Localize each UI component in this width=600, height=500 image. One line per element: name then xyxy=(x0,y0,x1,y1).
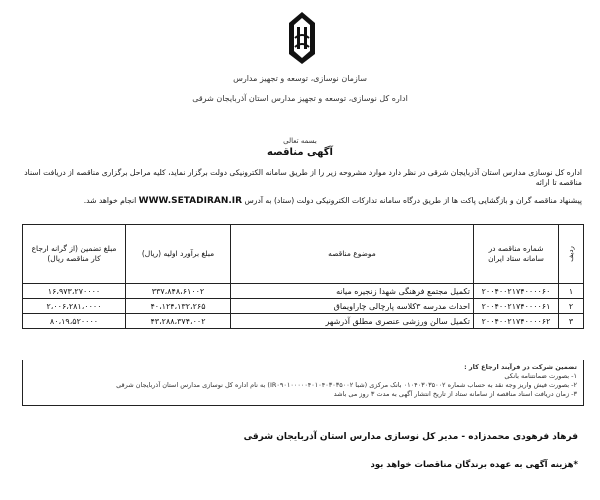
condition-line-2: ۲- بصورت فیش واریز وجه نقد به حساب شماره ۰۱۰۴۰۳۰۳۵۰۰۲ بانک مرکزی (شبا IR۰۹۰۱۰۰۰۰۰۴۰۱۰۴۰۳۰۳۵۰۰۲) به نام اداره کل نوسازی مدارس استان آذربایجان شرقی xyxy=(116,381,577,389)
table-row xyxy=(23,299,584,314)
header-guarantee: مبلغ تضمین (از گرانه ارجاع کار مناقصه ریال) xyxy=(23,225,126,284)
conditions-box xyxy=(22,360,584,406)
paragraph-2-end: انجام خواهد شد. xyxy=(83,196,137,205)
estimate-amount: ۴۰،۱۲۴،۱۳۲،۲۶۵ xyxy=(126,299,231,314)
tender-number: ۲۰۰۴۰۰۲۱۷۴۰۰۰۰۶۲ xyxy=(474,314,559,329)
tender-number: ۲۰۰۴۰۰۲۱۷۴۰۰۰۰۶۰ xyxy=(474,284,559,299)
tender-subject: تکمیل سالن ورزشی عنصری مطلق آذرشهر xyxy=(231,314,474,329)
row-number: ۲ xyxy=(559,299,584,314)
header-tender-number: شماره مناقصه در سامانه ستاد ایران xyxy=(474,225,559,284)
estimate-amount: ۴۳،۲۸۸،۳۷۴،۰۰۲ xyxy=(126,314,231,329)
notice-paragraph-1: اداره کل نوسازی مدارس استان آذربایجان شرقی در نظر دارد موارد مشروحه زیر را از طریق سامانه الکترونیکی دولت برگزار نماید، کلیه مراحل برگزاری مناقصه از دریافت اسناد مناقصه تا ارائه xyxy=(24,168,582,187)
tender-table xyxy=(22,224,584,329)
row-number: ۱ xyxy=(559,284,584,299)
tender-subject: تکمیل مجتمع فرهنگی شهدا زنجیره میانه xyxy=(231,284,474,299)
notice-paragraph-2 xyxy=(18,196,582,206)
tender-number: ۲۰۰۴۰۰۲۱۷۴۰۰۰۰۶۱ xyxy=(474,299,559,314)
tender-subject: احداث مدرسه ۳کلاسه پارچالی چاراویماق xyxy=(231,299,474,314)
emblem-logo-icon xyxy=(282,10,322,66)
row-number: ۳ xyxy=(559,314,584,329)
footer-note: *هزینه آگهی به عهده برندگان مناقصات خواهد بود xyxy=(370,460,578,470)
table-row xyxy=(23,284,584,299)
signature: فرهاد فرهودی محمدزاده - مدیر کل نوسازی مدارس استان آذربایجان شرقی xyxy=(243,432,578,442)
website-link[interactable]: WWW.SETADIRAN.IR xyxy=(138,196,243,206)
org-name-line-1: سازمان نوسازی، توسعه و تجهیز مدارس xyxy=(233,74,367,83)
table-row xyxy=(23,314,584,329)
basmala: بسمه تعالی xyxy=(283,137,317,145)
org-name-line-2: اداره کل نوسازی، توسعه و تجهیز مدارس استان آذربایجان شرقی xyxy=(192,94,408,103)
guarantee-amount: ۸۰،۱۹،۵۲۰۰۰۰ xyxy=(23,314,126,329)
header-estimate: مبلغ برآورد اولیه (ریال) xyxy=(126,225,231,284)
header-row-number: ردیف xyxy=(559,225,584,284)
guarantee-amount: ۲،۰۰۶،۲۸۱،۰۰۰۰ xyxy=(23,299,126,314)
header-subject: موضوع مناقصه xyxy=(231,225,474,284)
guarantee-amount: ۱۶،۹۷۳،۲۷۰۰۰۰ xyxy=(23,284,126,299)
conditions-heading: تضمین شرکت در فرآیند ارجاع کار : xyxy=(464,363,577,371)
table-header-row xyxy=(23,225,584,284)
estimate-amount: ۳۳۷،۸۴۸،۶۱۰۰۲ xyxy=(126,284,231,299)
condition-line-1: ۱- بصورت ضمانتنامه بانکی xyxy=(504,372,577,380)
condition-line-3: ۳- زمان دریافت اسناد مناقصه از سامانه ستاد از تاریخ انتشار آگهی به مدت ۳ روز می باشد xyxy=(333,390,577,398)
notice-title: آگهی مناقصه xyxy=(267,147,333,158)
paragraph-2-start: پیشنهاد مناقصه گران و بازگشایی پاکت ها از طریق درگاه سامانه تدارکات الکترونیکی دولت (ستاد) به آدرس xyxy=(244,196,582,205)
